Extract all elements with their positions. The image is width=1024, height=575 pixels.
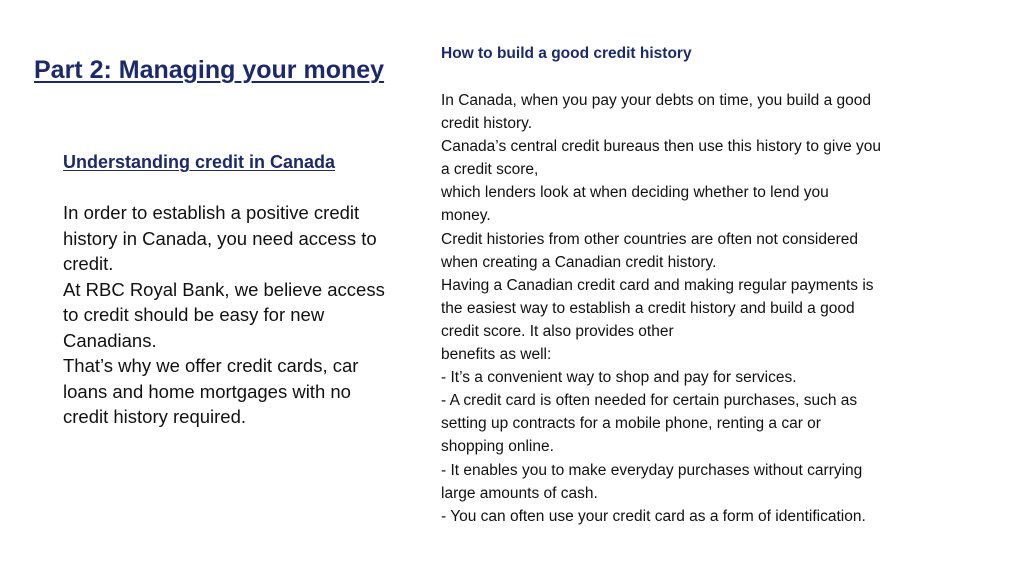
body-line: - A credit card is often needed for certain purchases, such as <box>441 392 858 410</box>
body-line: credit. <box>63 253 114 274</box>
body-line: credit history. <box>441 115 533 133</box>
body-line: Canadians. <box>63 329 157 351</box>
page-title: Part 2: Managing your money <box>34 56 385 84</box>
body-line: large amounts of cash. <box>441 484 598 502</box>
body-line: money. <box>441 207 491 225</box>
body-line: - It’s a convenient way to shop and pay for services. <box>441 369 797 387</box>
body-line: setting up contracts for a mobile phone, renting a car or <box>441 415 821 433</box>
body-line: In Canada, when you pay your debts on time, you build a good <box>441 92 871 109</box>
body-line: In order to establish a positive credit <box>63 202 360 223</box>
body-line: - It enables you to make everyday purchases without carrying <box>441 461 863 479</box>
body-line: the easiest way to establish a credit history and build a good <box>441 299 855 317</box>
left-section-heading: Understanding credit in Canada <box>63 152 336 172</box>
body-line: At RBC Royal Bank, we believe access <box>63 278 385 300</box>
body-line: when creating a Canadian credit history. <box>441 253 717 271</box>
body-line: loans and home mortgages with no <box>63 380 351 402</box>
left-section-body <box>63 200 403 430</box>
body-line: credit score. It also provides other <box>441 322 674 340</box>
left-section <box>63 150 403 430</box>
body-line: which lenders look at when deciding whether to lend you <box>441 184 829 202</box>
body-line: That’s why we offer credit cards, car <box>63 355 359 376</box>
right-section <box>441 43 961 528</box>
body-line: Credit histories from other countries are often not considered <box>441 230 858 248</box>
body-line: to credit should be easy for new <box>63 304 325 325</box>
right-section-heading: How to build a good credit history <box>441 45 692 62</box>
right-section-body <box>441 89 961 528</box>
body-line: Having a Canadian credit card and making regular payments is <box>441 276 874 294</box>
body-line: shopping online. <box>441 438 554 456</box>
body-line: - You can often use your credit card as a form of identification. <box>441 507 866 525</box>
body-line: Canada’s central credit bureaus then use this history to give you <box>441 138 881 156</box>
body-line: a credit score, <box>441 161 539 179</box>
body-line: history in Canada, you need access to <box>63 227 377 249</box>
body-line: benefits as well: <box>441 346 552 364</box>
body-line: credit history required. <box>63 406 247 427</box>
